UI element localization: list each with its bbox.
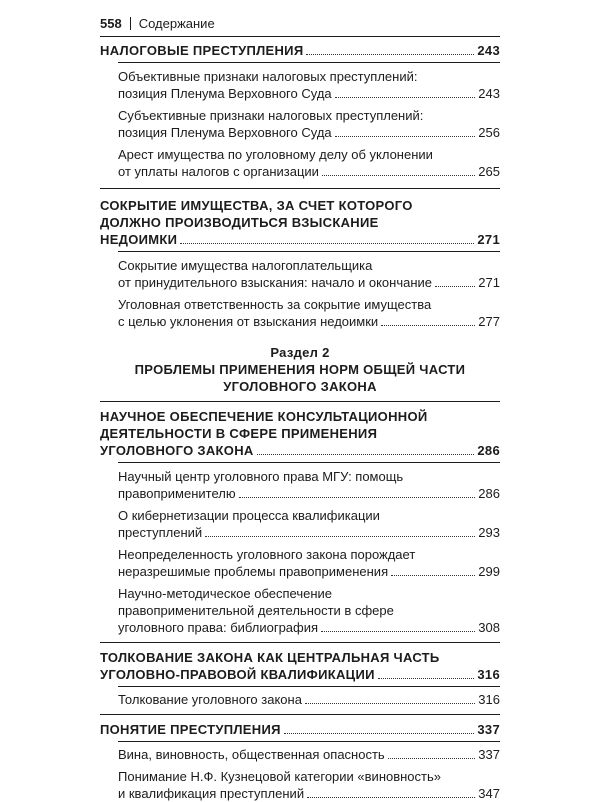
- toc-item[interactable]: [100, 141, 500, 180]
- toc-page-number: 243: [478, 86, 500, 101]
- toc-item-last-line: [118, 124, 500, 141]
- toc-section-title: ПОНЯТИЕ ПРЕСТУПЛЕНИЯ: [100, 722, 281, 737]
- toc-item[interactable]: [100, 252, 500, 291]
- part-title-line: ПРОБЛЕМЫ ПРИМЕНЕНИЯ НОРМ ОБЩЕЙ ЧАСТИ: [134, 362, 466, 377]
- dot-leader: [321, 631, 475, 632]
- dot-leader: [381, 325, 475, 326]
- toc-item-line: Научный центр уголовного права МГУ: помощь: [118, 469, 404, 484]
- toc-page-number: 337: [478, 747, 500, 762]
- toc-section-title: НАЛОГОВЫЕ ПРЕСТУПЛЕНИЯ: [100, 43, 304, 58]
- toc-item-line: правоприменительной деятельности в сфере: [118, 603, 394, 618]
- toc-item-last-line: [118, 274, 500, 291]
- toc-item-line: Арест имущества по уголовному делу об уклонении: [118, 147, 433, 162]
- toc-item-last-line: [118, 746, 500, 763]
- dot-leader: [205, 536, 475, 537]
- dot-leader: [435, 286, 475, 287]
- toc-item-line: Научно-методическое обеспечение: [118, 586, 332, 601]
- toc-section-title-last: [100, 442, 500, 459]
- toc-item[interactable]: [100, 502, 500, 541]
- dot-leader: [257, 454, 475, 455]
- toc-item-last-line: [118, 785, 500, 802]
- header-page-number: 558: [100, 16, 122, 31]
- toc-section: [100, 643, 500, 708]
- toc-section-title-last: [100, 231, 500, 248]
- toc-item-line: Сокрытие имущества налогоплательщика: [118, 258, 373, 273]
- toc-section-title-line: ДОЛЖНО ПРОИЗВОДИТЬСЯ ВЗЫСКАНИЕ: [100, 215, 379, 230]
- toc-item-line: Объективные признаки налоговых преступлений:: [118, 69, 418, 84]
- dot-leader: [378, 678, 475, 679]
- toc-item[interactable]: [100, 580, 500, 636]
- toc-page-number: 277: [478, 314, 500, 329]
- toc-section-heading[interactable]: [100, 42, 500, 59]
- toc-section-title: НЕДОИМКИ: [100, 232, 178, 247]
- toc-item-line: Понимание Н.Ф. Кузнецовой категории «виновность»: [118, 769, 441, 784]
- toc-section-heading[interactable]: [100, 408, 500, 459]
- toc-item-last-line: [118, 163, 500, 180]
- toc-item-text: от принудительного взыскания: начало и окончание: [118, 275, 432, 290]
- toc-item[interactable]: [100, 463, 500, 502]
- running-header: [100, 16, 215, 31]
- header-separator: [130, 17, 131, 30]
- header-title: Содержание: [138, 16, 215, 31]
- toc-item-text: и квалификация преступлений: [118, 786, 305, 801]
- toc-page-number: 347: [478, 786, 500, 801]
- dot-leader: [388, 758, 476, 759]
- toc-section-title-line: ТОЛКОВАНИЕ ЗАКОНА КАК ЦЕНТРАЛЬНАЯ ЧАСТЬ: [100, 650, 440, 665]
- toc-item-last-line: [118, 524, 500, 541]
- part-title-line: УГОЛОВНОГО ЗАКОНА: [223, 379, 377, 394]
- toc-section: [100, 715, 500, 802]
- toc-section-title: УГОЛОВНО-ПРАВОВОЙ КВАЛИФИКАЦИИ: [100, 667, 375, 682]
- toc-section-title: УГОЛОВНОГО ЗАКОНА: [100, 443, 254, 458]
- toc-page-number: 265: [478, 164, 500, 179]
- toc-item[interactable]: [100, 742, 500, 763]
- toc-item-last-line: [118, 313, 500, 330]
- dot-leader: [335, 97, 476, 98]
- toc-page-number: 308: [478, 620, 500, 635]
- toc-item-line: Неопределенность уголовного закона порождает: [118, 547, 416, 562]
- part-label: Раздел 2: [270, 345, 330, 360]
- toc-item-line: Уголовная ответственность за сокрытие имущества: [118, 297, 432, 312]
- dot-leader: [306, 54, 474, 55]
- toc-item-text: преступлений: [118, 525, 203, 540]
- toc-item-text: от уплаты налогов с организации: [118, 164, 319, 179]
- part-heading: [100, 330, 500, 395]
- table-of-contents: [100, 38, 500, 802]
- toc-section-heading[interactable]: [100, 721, 500, 738]
- toc-item-line: О кибернетизации процесса квалификации: [118, 508, 380, 523]
- dot-leader: [239, 497, 476, 498]
- toc-item-last-line: [118, 619, 500, 636]
- toc-item-text: неразрешимые проблемы правоприменения: [118, 564, 389, 579]
- toc-page-number: 316: [477, 667, 500, 682]
- dot-leader: [284, 733, 475, 734]
- dot-leader: [322, 175, 475, 176]
- toc-section-title-line: СОКРЫТИЕ ИМУЩЕСТВА, ЗА СЧЕТ КОТОРОГО: [100, 198, 413, 213]
- toc-item[interactable]: [100, 763, 500, 802]
- toc-item-last-line: [118, 485, 500, 502]
- toc-section-heading[interactable]: [100, 649, 500, 683]
- dot-leader: [391, 575, 475, 576]
- toc-page-number: 256: [478, 125, 500, 140]
- toc-item-text: Толкование уголовного закона: [118, 692, 302, 707]
- toc-item[interactable]: [100, 63, 500, 102]
- toc-page-number: 286: [477, 443, 500, 458]
- toc-page-number: 316: [478, 692, 500, 707]
- toc-page-number: 243: [477, 43, 500, 58]
- toc-section-title-line: НАУЧНОЕ ОБЕСПЕЧЕНИЕ КОНСУЛЬТАЦИОННОЙ: [100, 409, 428, 424]
- toc-item-last-line: [118, 563, 500, 580]
- dot-leader: [305, 703, 475, 704]
- toc-item-last-line: [118, 691, 500, 708]
- toc-item[interactable]: [100, 291, 500, 330]
- toc-section: [100, 38, 500, 180]
- toc-page-number: 286: [478, 486, 500, 501]
- toc-item-text: с целью уклонения от взыскания недоимки: [118, 314, 379, 329]
- toc-item[interactable]: [100, 541, 500, 580]
- toc-item-text: правоприменителю: [118, 486, 236, 501]
- toc-page-number: 299: [478, 564, 500, 579]
- dot-leader: [307, 797, 475, 798]
- toc-page-number: 271: [478, 275, 500, 290]
- dot-leader: [180, 243, 474, 244]
- toc-item-line: Субъективные признаки налоговых преступлений:: [118, 108, 424, 123]
- toc-page-number: 337: [477, 722, 500, 737]
- toc-item-text: Вина, виновность, общественная опасность: [118, 747, 385, 762]
- toc-item[interactable]: [100, 102, 500, 141]
- toc-section-heading[interactable]: [100, 197, 500, 248]
- header-rule: [100, 36, 500, 37]
- toc-item-text: уголовного права: библиография: [118, 620, 319, 635]
- toc-item-text: позиция Пленума Верховного Суда: [118, 86, 332, 101]
- toc-item-text: позиция Пленума Верховного Суда: [118, 125, 332, 140]
- toc-item[interactable]: [100, 687, 500, 708]
- toc-section-title-last: [100, 666, 500, 683]
- toc-item-last-line: [118, 85, 500, 102]
- dot-leader: [335, 136, 476, 137]
- toc-section-title-line: ДЕЯТЕЛЬНОСТИ В СФЕРЕ ПРИМЕНЕНИЯ: [100, 426, 378, 441]
- toc-page-number: 293: [478, 525, 500, 540]
- toc-section: [100, 402, 500, 636]
- toc-page-number: 271: [477, 232, 500, 247]
- toc-section: [100, 189, 500, 330]
